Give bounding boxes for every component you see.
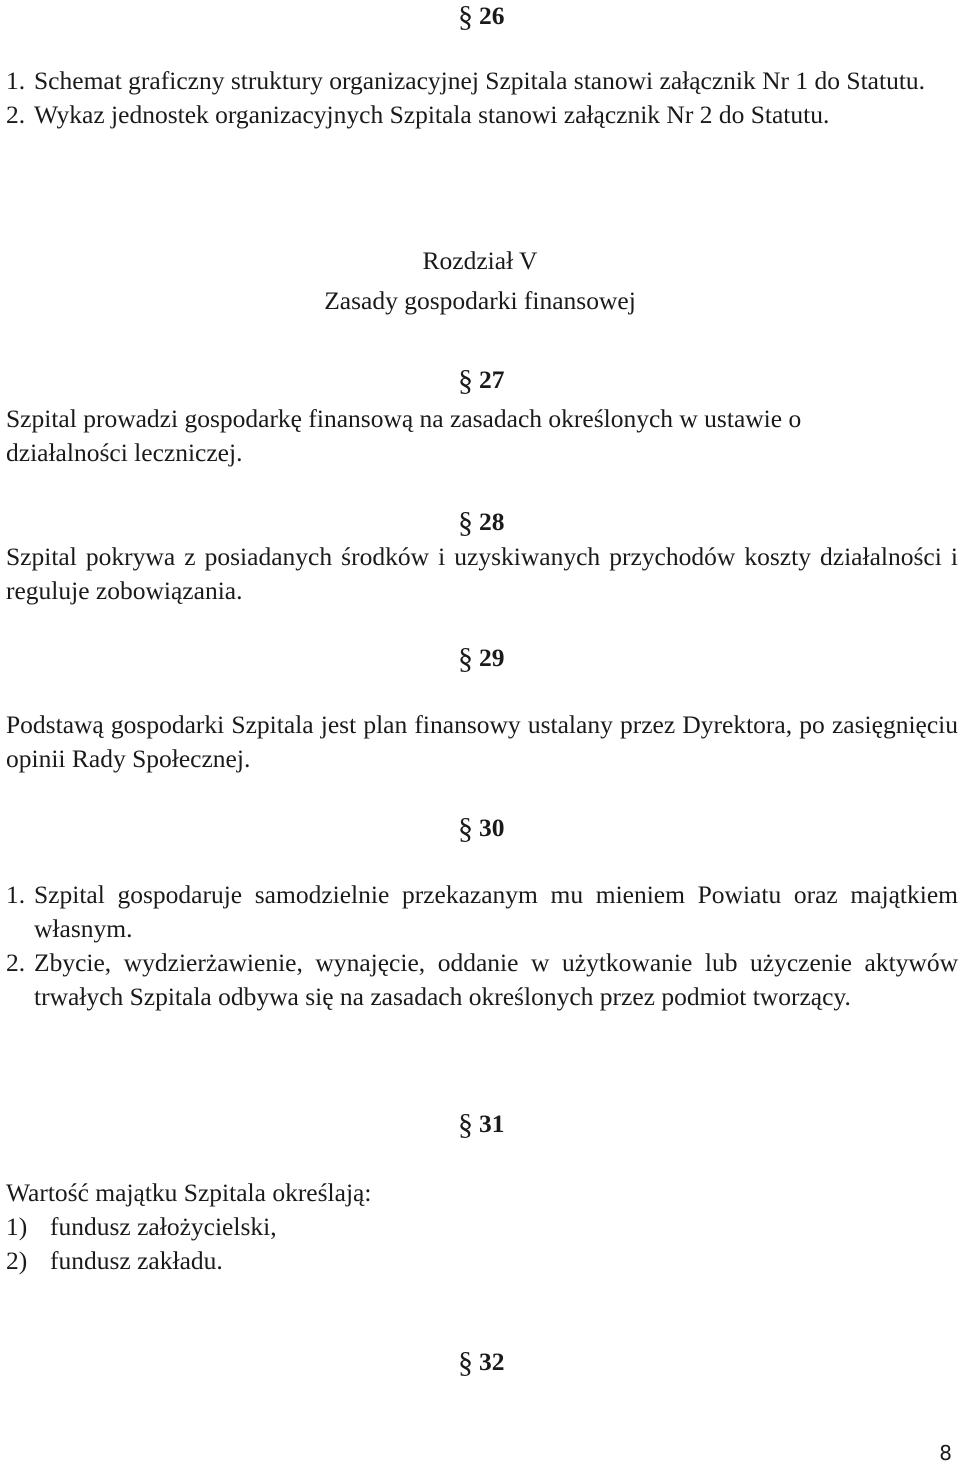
list-item-text: fundusz założycielski,: [50, 1212, 277, 1241]
paragraph-heading-26: [458, 0, 505, 33]
paragraph-number: 28: [479, 507, 505, 536]
section-sign: §: [458, 506, 473, 539]
paragraph-number: 27: [479, 365, 505, 394]
paragraph-29-text: Podstawą gospodarki Szpitala jest plan finansowy ustalany przez Dyrektora, po zasięgnięciu opinii Rady Społecznej.: [6, 710, 958, 773]
list-item-text: Szpital gospodaruje samodzielnie przekazanym mu mieniem Powiatu oraz majątkiem własnym.: [34, 880, 958, 943]
paragraph-heading-29: [458, 640, 505, 675]
list-item: [6, 1210, 958, 1244]
paragraph-heading-32: [458, 1344, 505, 1379]
paragraph-number: 30: [479, 813, 505, 842]
paragraph-31-body: [6, 1176, 958, 1278]
list-item: [6, 878, 958, 946]
section-sign: §: [458, 812, 473, 845]
chapter-number: Rozdział V: [422, 246, 538, 275]
list-item-number: 2.: [6, 948, 26, 977]
paragraph-heading-27: [458, 362, 505, 397]
paragraph-31-intro: Wartość majątku Szpitala określają:: [6, 1178, 372, 1207]
paragraph-number: 26: [479, 1, 505, 30]
paragraph-heading-30: [458, 810, 505, 845]
list-item-number: 1.: [6, 880, 26, 909]
paragraph-number: 32: [479, 1347, 505, 1376]
paragraph-number: 29: [479, 643, 505, 672]
section-sign: §: [458, 1108, 473, 1141]
list-item-number: 1): [6, 1212, 28, 1241]
section-sign: §: [458, 642, 473, 675]
list-item-number: 1.: [6, 66, 26, 95]
list-item-number: 2): [6, 1246, 28, 1275]
paragraph-26-list: [6, 64, 958, 132]
list-item: [6, 64, 958, 98]
list-item-text: Schemat graficzny struktury organizacyjnej Szpitala stanowi załącznik Nr 1 do Statutu.: [34, 66, 926, 95]
section-sign: §: [458, 1346, 473, 1379]
paragraph-heading-31: [458, 1106, 505, 1141]
list-item-text: Zbycie, wydzierżawienie, wynajęcie, oddanie w użytkowanie lub użyczenie aktywów trwałych Szpitala odbywa się na zasadach określonych przez podmiot tworzący.: [34, 948, 958, 1011]
paragraph-27-text: Szpital prowadzi gospodarkę finansową na zasadach określonych w ustawie o działalności leczniczej.: [6, 404, 802, 467]
paragraph-28-text: Szpital pokrywa z posiadanych środków i uzyskiwanych przychodów koszty działalności i reguluje zobowiązania.: [6, 542, 958, 605]
list-item-number: 2.: [6, 100, 26, 129]
section-sign: §: [458, 364, 473, 397]
paragraph-heading-28: [458, 504, 505, 539]
page-number: 8: [939, 1441, 952, 1465]
list-item-text: fundusz zakładu.: [50, 1246, 223, 1275]
paragraph-30-list: [6, 878, 958, 1014]
chapter-title: Zasady gospodarki finansowej: [324, 286, 636, 315]
section-sign: §: [458, 0, 473, 33]
list-item: [6, 946, 958, 1014]
list-item: [6, 1244, 958, 1278]
list-item-text: Wykaz jednostek organizacyjnych Szpitala stanowi załącznik Nr 2 do Statutu.: [34, 100, 830, 129]
paragraph-number: 31: [479, 1109, 505, 1138]
list-item: [6, 98, 958, 132]
